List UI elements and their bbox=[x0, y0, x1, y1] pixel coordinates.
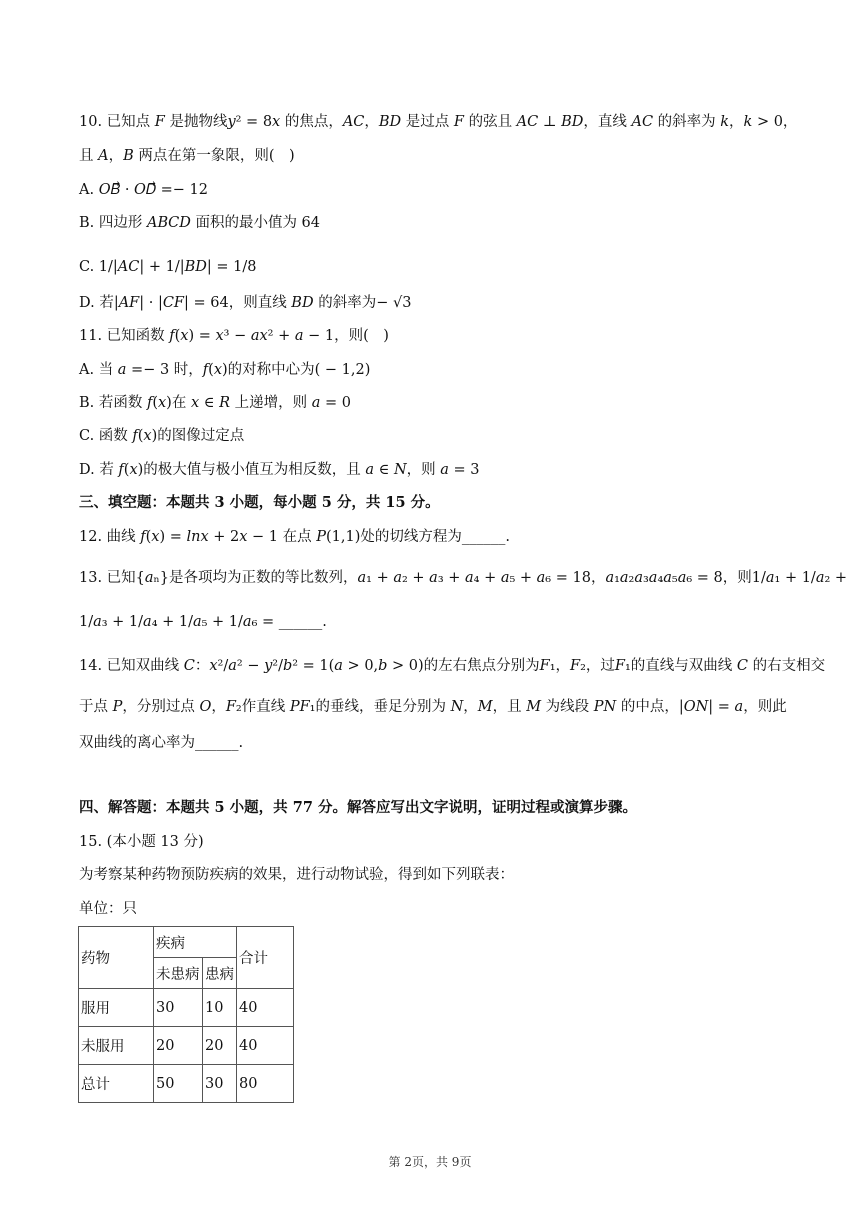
page-footer: 第 2页，共 9页 bbox=[388, 1155, 472, 1169]
contingency-table bbox=[78, 926, 294, 1103]
row-label: 未服用 bbox=[79, 1027, 154, 1065]
cell-sick: 10 bbox=[203, 989, 237, 1027]
cell-total: 80 bbox=[237, 1065, 294, 1103]
q10-stem-line2: 且 𝐴，𝐵 两点在第一象限，则( ) bbox=[79, 148, 295, 164]
q11-option-b: B. 若函数 𝑓(𝑥)在 𝑥 ∈ 𝑅 上递增，则 𝑎 = 0 bbox=[79, 395, 351, 411]
section-3-heading: 三、填空题：本题共 3 小题，每小题 5 分，共 15 分。 bbox=[79, 494, 440, 511]
q14-line3: 双曲线的离心率为______. bbox=[79, 735, 244, 751]
cell-not-sick: 20 bbox=[154, 1027, 203, 1065]
row-label: 总计 bbox=[79, 1065, 154, 1103]
q15-header: 15. (本小题 13 分) bbox=[79, 834, 204, 850]
cell-sick: 20 bbox=[203, 1027, 237, 1065]
header-sick: 患病 bbox=[203, 958, 237, 989]
header-disease: 疾病 bbox=[154, 927, 237, 958]
cell-total: 40 bbox=[237, 989, 294, 1027]
q12: 12. 曲线 𝑓(𝑥) = 𝑙𝑛𝑥 + 2𝑥 − 1 在点 𝑃(1,1)处的切线方程为______. bbox=[79, 529, 510, 545]
q10-stem-line1: 10. 已知点 𝐹 是抛物线𝑦² = 8𝑥 的焦点，𝐴𝐶，𝐵𝐷 是过点 𝐹 的弦且 𝐴𝐶 ⊥ 𝐵𝐷，直线 𝐴𝐶 的斜率为 𝑘，𝑘 > 0， bbox=[79, 114, 798, 130]
table-row bbox=[79, 1065, 294, 1103]
header-not-sick: 未患病 bbox=[154, 958, 203, 989]
q13-line1: 13. 已知{𝑎ₙ}是各项均为正数的等比数列，𝑎₁ + 𝑎₂ + 𝑎₃ + 𝑎₄ + 𝑎₅ + 𝑎₆ = 18，𝑎₁𝑎₂𝑎₃𝑎₄𝑎₅𝑎₆ = 8，则1/𝑎₁ + 1/𝑎₂ + bbox=[79, 570, 848, 586]
q10-option-a: A. 𝑂𝐵⃗ · 𝑂𝐷⃗ =− 12 bbox=[79, 182, 209, 198]
cell-not-sick: 50 bbox=[154, 1065, 203, 1103]
q10-option-b: B. 四边形 𝐴𝐵𝐶𝐷 面积的最小值为 64 bbox=[79, 215, 320, 231]
row-label: 服用 bbox=[79, 989, 154, 1027]
table-row bbox=[79, 989, 294, 1027]
q10-option-c: C. 1/|𝐴𝐶| + 1/|𝐵𝐷| = 1/8 bbox=[79, 259, 257, 275]
cell-not-sick: 30 bbox=[154, 989, 203, 1027]
q15-intro: 为考察某种药物预防疾病的效果，进行动物试验，得到如下列联表： bbox=[79, 867, 514, 883]
q11-stem: 11. 已知函数 𝑓(𝑥) = 𝑥³ − 𝑎𝑥² + 𝑎 − 1，则( ) bbox=[79, 328, 389, 344]
q11-option-a: A. 当 𝑎 =− 3 时，𝑓(𝑥)的对称中心为( − 1,2) bbox=[79, 362, 371, 378]
section-4-heading: 四、解答题：本题共 5 小题，共 77 分。解答应写出文字说明，证明过程或演算步骤。 bbox=[79, 799, 637, 816]
cell-sick: 30 bbox=[203, 1065, 237, 1103]
q14-line1: 14. 已知双曲线 𝐶：𝑥²/𝑎² − 𝑦²/𝑏² = 1(𝑎 > 0,𝑏 > 0)的左右焦点分别为𝐹₁，𝐹₂，过𝐹₁的直线与双曲线 𝐶 的右支相交 bbox=[79, 658, 826, 674]
table-row bbox=[79, 1027, 294, 1065]
q14-line2: 于点 𝑃，分别过点 𝑂，𝐹₂作直线 𝑃𝐹₁的垂线，垂足分别为 𝑁，𝑀，且 𝑀 为线段 𝑃𝑁 的中点，|𝑂𝑁| = 𝑎，则此 bbox=[79, 699, 787, 715]
q11-option-d: D. 若 𝑓(𝑥)的极大值与极小值互为相反数，且 𝑎 ∈ 𝑁，则 𝑎 = 3 bbox=[79, 462, 480, 478]
q10-option-d: D. 若|𝐴𝐹| · |𝐶𝐹| = 64，则直线 𝐵𝐷 的斜率为− √3 bbox=[79, 295, 412, 311]
cell-total: 40 bbox=[237, 1027, 294, 1065]
q15-unit: 单位：只 bbox=[79, 901, 137, 917]
q11-option-c: C. 函数 𝑓(𝑥)的图像过定点 bbox=[79, 428, 245, 444]
header-total: 合计 bbox=[237, 927, 294, 989]
header-drug: 药物 bbox=[79, 927, 154, 989]
q13-line2: 1/𝑎₃ + 1/𝑎₄ + 1/𝑎₅ + 1/𝑎₆ = ______. bbox=[79, 614, 327, 630]
